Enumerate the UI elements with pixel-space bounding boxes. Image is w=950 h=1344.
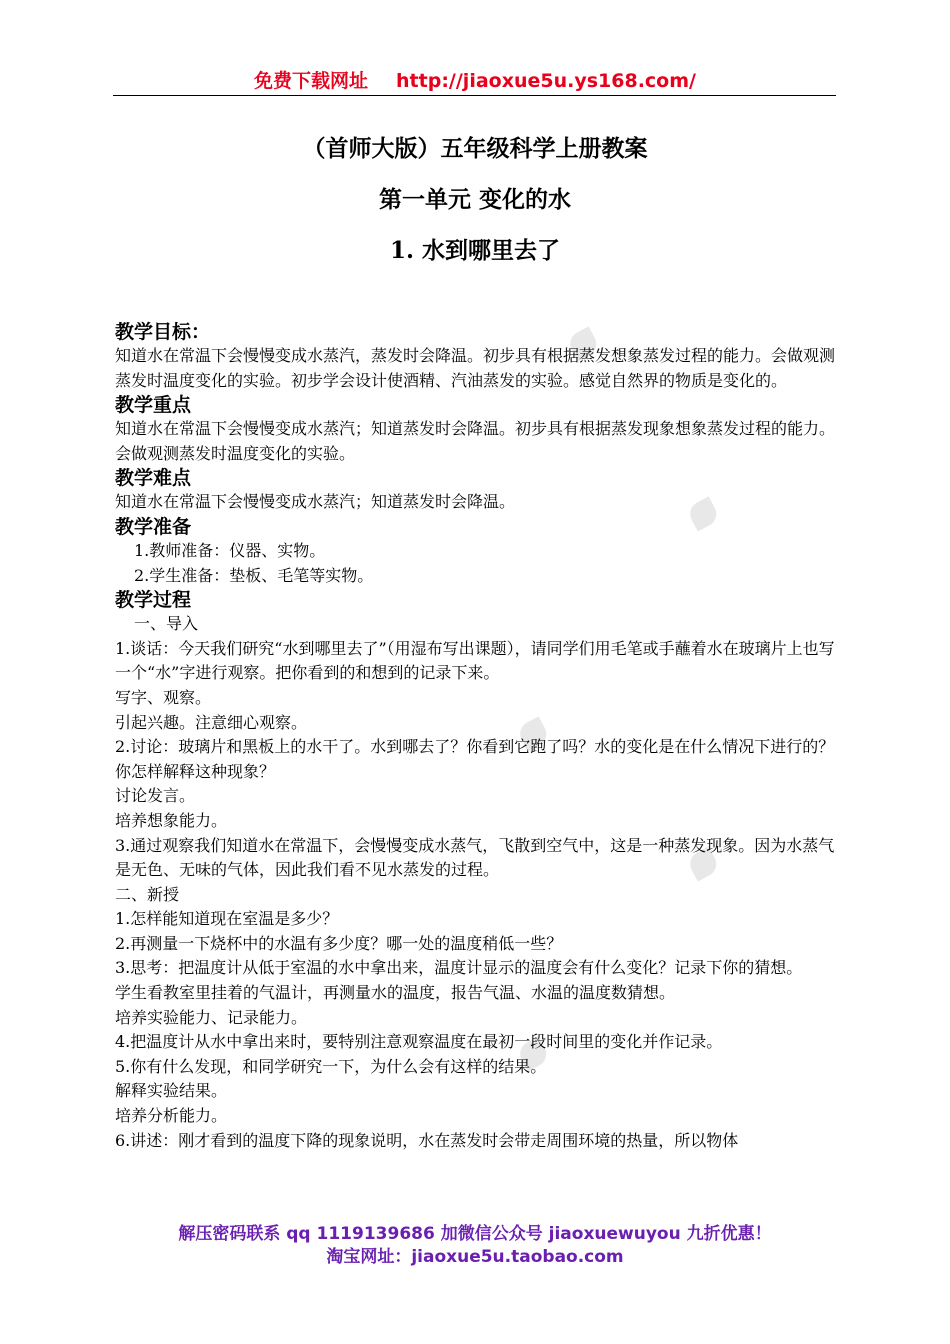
paragraph: 2.再测量一下烧杯中的水温有多少度？哪一处的温度稍低一些？ xyxy=(115,933,563,953)
paragraph: 3.通过观察我们知道水在常温下，会慢慢变成水蒸气，飞散到空气中，这是一种蒸发现象。因为水蒸气是无色、无味的气体，因此我们看不见水蒸发的过程。 xyxy=(115,835,835,880)
list-item: 1.教师准备：仪器、实物。 xyxy=(134,540,326,560)
paragraph: 讨论发言。 xyxy=(115,786,196,806)
section-heading: 教学准备 xyxy=(115,515,192,538)
header-download-line xyxy=(0,66,950,93)
paragraph: 培养分析能力。 xyxy=(115,1106,228,1126)
section-heading: 教学过程 xyxy=(115,589,192,612)
paragraph: 知道水在常温下会慢慢变成水蒸汽；知道蒸发时会降温。 xyxy=(115,492,516,512)
paragraph: 6.讲述：刚才看到的温度下降的现象说明，水在蒸发时会带走周围环境的热量，所以物体 xyxy=(115,1130,739,1150)
paragraph: 解释实验结果。 xyxy=(115,1081,228,1101)
header-divider xyxy=(113,95,836,96)
header-url-link[interactable]: http://jiaoxue5u.ys168.com/ xyxy=(396,70,696,92)
paragraph: 学生看教室里挂着的气温计，再测量水的温度，报告气温、水温的温度数猜想。 xyxy=(115,983,676,1003)
paragraph: 知道水在常温下会慢慢变成水蒸汽，蒸发时会降温。初步具有根据蒸发想象蒸发过程的能力。会做观测蒸发时温度变化的实验。初步学会设计使酒精、汽油蒸发的实验。感觉自然界的物质是变化的。 xyxy=(115,346,836,390)
section-heading: 教学目标： xyxy=(115,321,211,343)
section-heading: 教学难点 xyxy=(115,467,192,490)
footer-shop-link[interactable]: 淘宝网址：jiaoxue5u.taobao.com xyxy=(326,1247,624,1267)
paragraph: 培养实验能力、记录能力。 xyxy=(115,1007,308,1027)
sub-heading: 二、新授 xyxy=(115,884,180,904)
paragraph: 1.怎样能知道现在室温是多少？ xyxy=(115,909,339,929)
unit-title: 第一单元 变化的水 xyxy=(378,186,571,213)
footer-contact: 解压密码联系 qq 1119139686 加微信公众号 jiaoxuewuyou 九折优惠！ xyxy=(178,1224,772,1244)
paragraph: 写字、观察。 xyxy=(115,687,212,707)
paragraph: 3.思考：把温度计从低于室温的水中拿出来，温度计显示的温度会有什么变化？记录下你的猜想。 xyxy=(115,958,803,978)
paragraph: 知道水在常温下会慢慢变成水蒸汽；知道蒸发时会降温。初步具有根据蒸发现象想象蒸发过程的能力。会做观测蒸发时温度变化的实验。 xyxy=(115,419,836,463)
paragraph: 5.你有什么发现，和同学研究一下，为什么会有这样的结果。 xyxy=(115,1056,547,1076)
list-item: 2.学生准备：垫板、毛笔等实物。 xyxy=(134,565,374,585)
page-title: （首师大版）五年级科学上册教案 xyxy=(302,135,648,162)
sub-heading: 一、导入 xyxy=(134,614,199,634)
paragraph: 4.把温度计从水中拿出来时，要特别注意观察温度在最初一段时间里的变化并作记录。 xyxy=(115,1032,723,1052)
paragraph: 1.谈话：今天我们研究“水到哪里去了”（用湿布写出课题），请同学们用毛笔或手蘸着水在玻璃片上也写一个“水”字进行观察。把你看到的和想到的记录下来。 xyxy=(115,638,835,683)
lesson-title: 1. 水到哪里去了 xyxy=(389,237,561,264)
lesson-content xyxy=(115,320,845,1153)
section-heading: 教学重点 xyxy=(115,394,192,417)
paragraph: 引起兴趣。注意细心观察。 xyxy=(115,712,308,732)
paragraph: 培养想象能力。 xyxy=(115,810,228,830)
paragraph: 2.讨论：玻璃片和黑板上的水干了。水到哪去了？你看到它跑了吗？水的变化是在什么情况下进行的？你怎样解释这种现象？ xyxy=(115,737,835,781)
header-label: 免费下载网址 xyxy=(254,70,369,92)
